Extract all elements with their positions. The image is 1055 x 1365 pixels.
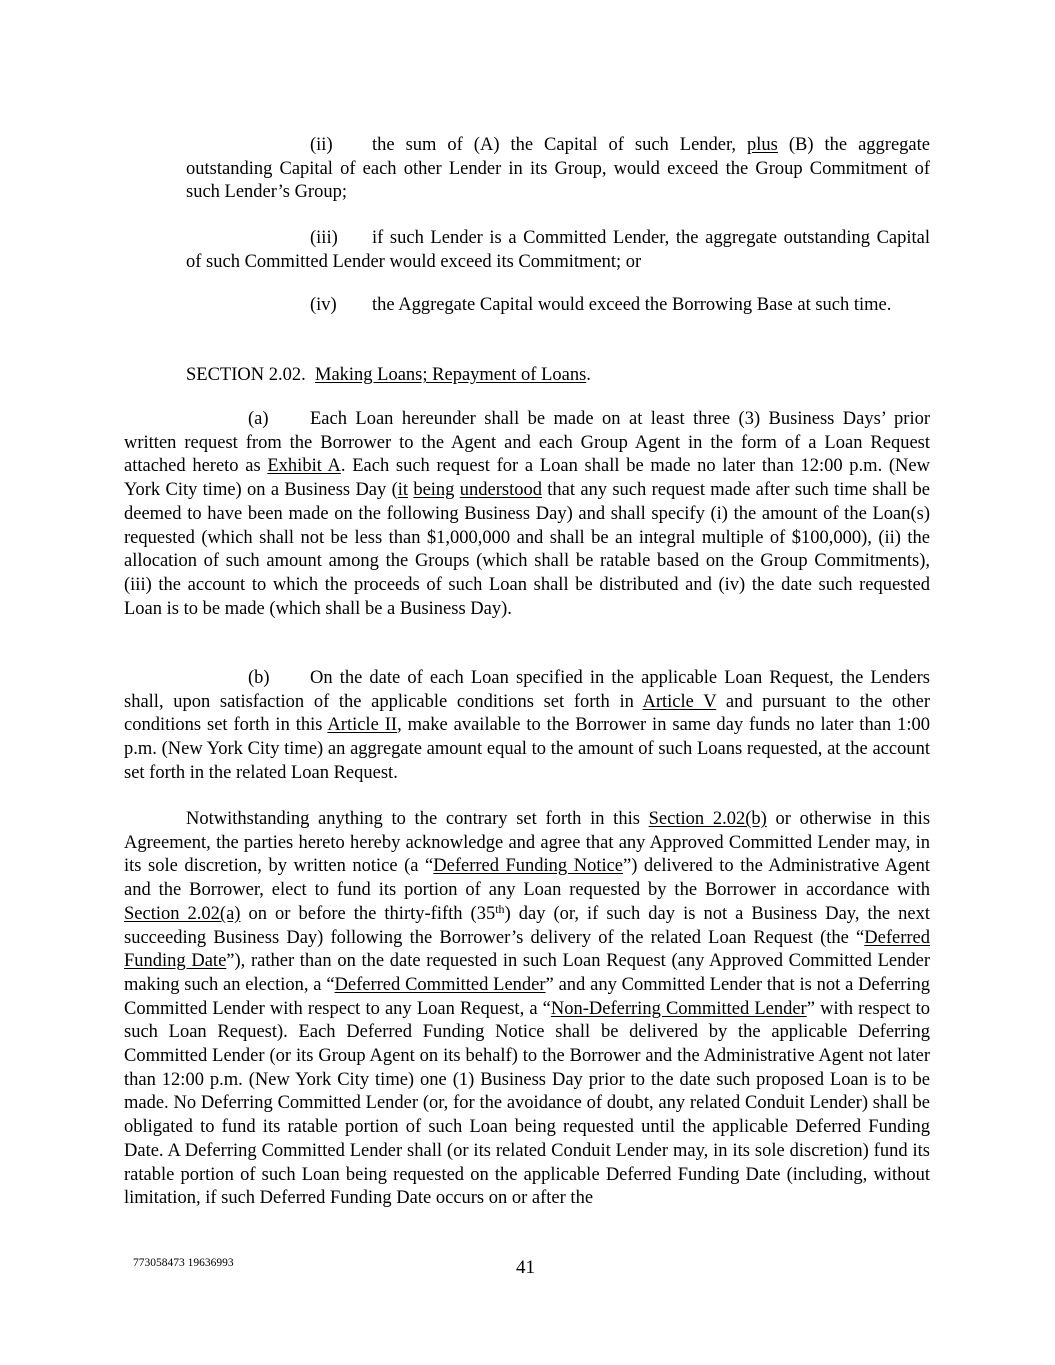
article-ii-reference: Article II — [327, 715, 398, 736]
paragraph-label-ii: (ii) — [310, 135, 333, 155]
paragraph-ii: (ii) the sum of (A) the Capital of such Lender, plus (B) the aggregate outstanding Capital of each other Lender in its Group, would exceed the Group Commitment of such Lender’s Group; — [186, 135, 930, 203]
footer-document-id: 773058473 19636993 — [133, 1257, 234, 1269]
article-v-reference: Article V — [642, 691, 717, 712]
section-heading: SECTION 2.02. Making Loans; Repayment of Loans. — [186, 365, 591, 385]
paragraph-label-iii: (iii) — [310, 228, 338, 248]
exhibit-a-reference: Exhibit A — [267, 456, 341, 477]
paragraph-iii: (iii) if such Lender is a Committed Lender, the aggregate outstanding Capital of such Committed Lender would exceed its Commitment; or — [186, 228, 930, 272]
section-number: SECTION 2.02. — [186, 365, 306, 385]
paragraph-iv: (iv) the Aggregate Capital would exceed the Borrowing Base at such time. — [186, 294, 930, 318]
paragraph-a: (a) Each Loan hereunder shall be made on at least three (3) Business Days’ prior written request from the Borrower to the Agent and each Group Agent in the form of a Loan Request attached hereto as Exhibit A. Each such request for a Loan shall be made no later than 12:00 p.m. (New York City time) on a Business Day (it being understood that any such request made after such time shall be deemed to have been made on the following Business Day) and shall specify (i) the amount of the Loan(s) requested (which shall not be less than $1,000,000 and shall be an integral multiple of $100,000), (ii) the allocation of such amount among the Groups (which shall be ratable based on the Group Commitments), (iii) the account to which the proceeds of such Loan shall be distributed and (iv) the date such requested Loan is to be made (which shall be a Business Day). — [124, 409, 930, 619]
paragraph-notwithstanding: Notwithstanding anything to the contrary set forth in this Section 2.02(b) or otherwise in this Agreement, the parties hereto hereby acknowledge and agree that any Approved Committed Lender may, in its sole discretion, by written notice (a “Deferred Funding Notice”) delivered to the Administrative Agent and the Borrower, elect to fund its portion of any Loan requested by the Borrower in accordance with Section 2.02(a) on or before the thirty-fifth (35th) day (or, if such day is not a Business Day, the next succeeding Business Day) following the Borrower’s delivery of the related Loan Request (the “Deferred Funding Date”), rather than on the date requested in such Loan Request (any Approved Committed Lender making such an election, a “Deferred Committed Lender” and any Committed Lender that is not a Deferring Committed Lender with respect to any Loan Request, a “Non-Deferring Committed Lender” with respect to such Loan Request). Each Deferred Funding Notice shall be delivered by the applicable Deferring Committed Lender (or its Group Agent on its behalf) to the Borrower and the Administrative Agent not later than 12:00 p.m. (New York City time) one (1) Business Day prior to the date such proposed Loan is to be made. No Deferring Committed Lender (or, for the avoidance of doubt, any related Conduit Lender) shall be obligated to fund its ratable portion of such Loan being requested until the applicable Deferred Funding Date. A Deferring Committed Lender shall (or its related Conduit Lender may, in its sole discretion) fund its ratable portion of such Loan being requested on the applicable Deferred Funding Date (including, without limitation, if such Deferred Funding Date occurs on or after the — [124, 809, 931, 1209]
paragraph-b: (b) On the date of each Loan specified in the applicable Loan Request, the Lenders shall, upon satisfaction of the applicable conditions set forth in Article V and pursuant to the other conditions set forth in this Article II, make available to the Borrower in same day funds no later than 1:00 p.m. (New York City time) an aggregate amount equal to the amount of such Loans requested, at the account set forth in the related Loan Request. — [124, 668, 930, 783]
paragraph-label-iv: (iv) — [310, 295, 337, 315]
paragraph-label-a: (a) — [248, 409, 269, 429]
section-title: Making Loans; Repayment of Loans — [315, 365, 587, 385]
paragraph-label-b: (b) — [248, 668, 270, 688]
page-number: 41 — [516, 1257, 535, 1278]
